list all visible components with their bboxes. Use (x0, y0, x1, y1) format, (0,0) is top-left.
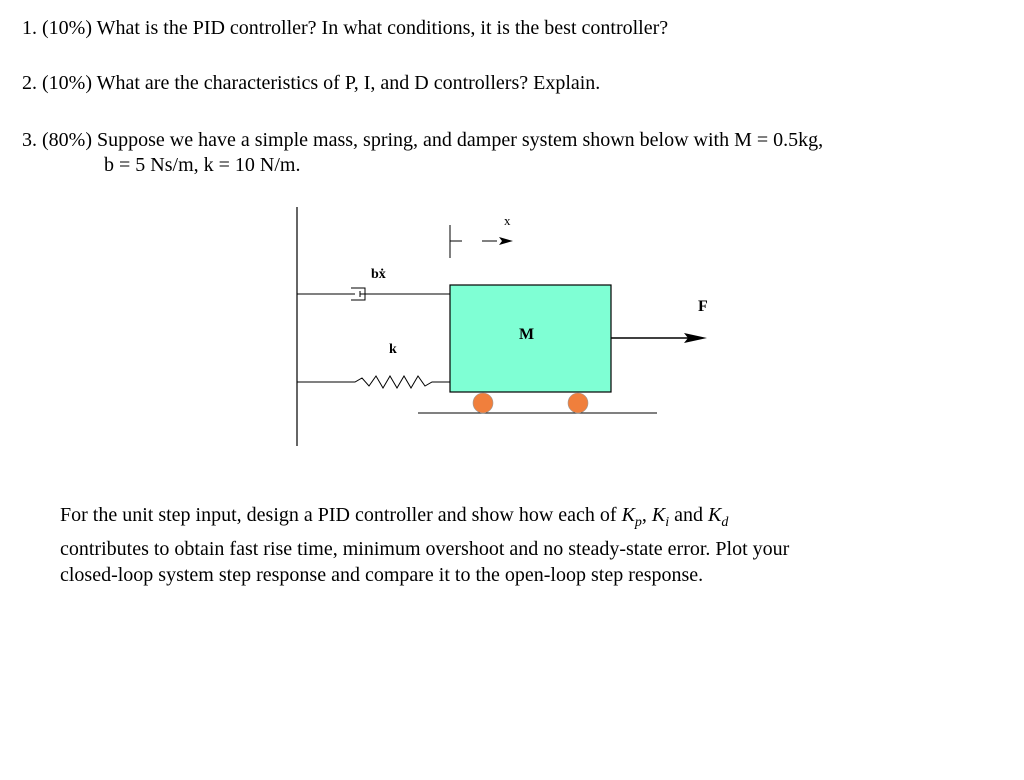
instruction-line-3: closed-loop system step response and compare it to the open-loop step response. (60, 564, 704, 586)
wheel-left (473, 393, 493, 413)
label-force: F (698, 298, 708, 315)
label-x: x (504, 213, 511, 228)
label-k: k (389, 342, 397, 357)
instruction-line-1-text: For the unit step input, design a PID controller and show how each of (60, 504, 622, 526)
question-3-line-2: b = 5 Ns/m, k = 10 N/m. (104, 154, 301, 176)
instruction-line-2: contributes to obtain fast rise time, minimum overshoot and no steady-state error. Plot your (60, 538, 790, 560)
instruction-line-1: For the unit step input, design a PID controller and show how each of $K_p$, $K_i$ and $K_d$ (60, 504, 729, 530)
design-instructions (60, 502, 960, 588)
kd-symbol: $K_d$ (708, 504, 729, 530)
spring (297, 376, 450, 388)
ki-symbol: $K_i$ (651, 504, 670, 530)
question-3-line-1: 3. (80%) Suppose we have a simple mass, spring, and damper system shown below with M = 0.5kg, (22, 129, 824, 151)
wheel-right (568, 393, 588, 413)
question-2: 2. (10%) What are the characteristics of P, I, and D controllers? Explain. (22, 72, 601, 94)
question-1: 1. (10%) What is the PID controller? In what conditions, it is the best controller? (22, 17, 669, 39)
kp-symbol: $K_p$ (621, 504, 642, 530)
label-bx: bẋ (371, 267, 386, 282)
displacement-arrowhead (499, 237, 513, 245)
label-mass: M (519, 326, 535, 343)
